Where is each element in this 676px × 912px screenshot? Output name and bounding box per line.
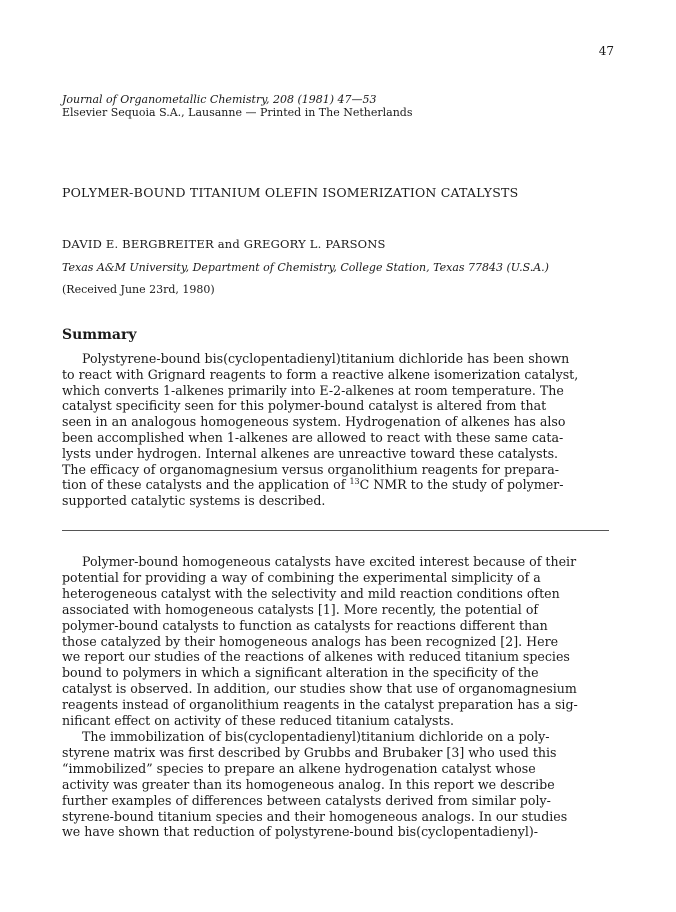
body-line: bound to polymers in which a significant alteration in the specificity of the	[62, 665, 539, 681]
journal-header	[62, 93, 412, 119]
summary-paragraph	[62, 351, 618, 509]
summary-line: Polystyrene-bound bis(cyclopentadienyl)titanium dichloride has been shown	[82, 351, 570, 366]
body-line: The immobilization of bis(cyclopentadienyl)titanium dichloride on a poly-	[82, 728, 550, 744]
summary-heading: Summary	[62, 327, 137, 343]
section-divider	[62, 530, 609, 531]
body-line: Polymer-bound homogeneous catalysts have excited interest because of their	[82, 554, 577, 569]
body-line: reagents instead of organolithium reagents in the catalyst preparation has a sig-	[62, 697, 578, 713]
summary-text: tion of these catalysts and the application of	[62, 477, 350, 493]
summary-line-nmr	[62, 477, 618, 493]
summary-line: which converts 1-alkenes primarily into E-2-alkenes at room temperature. The	[62, 382, 564, 398]
journal-citation: Journal of Organometallic Chemistry, 208 (1981) 47—53	[62, 93, 377, 106]
body-text	[62, 554, 618, 840]
body-line: potential for providing a way of combining the experimental simplicity of a	[62, 569, 541, 585]
body-line: we have shown that reduction of polystyrene-bound bis(cyclopentadienyl)-	[62, 824, 539, 840]
isotope-superscript: 13	[349, 477, 360, 487]
summary-line: been accomplished when 1-alkenes are allowed to react with these same cata-	[62, 429, 564, 445]
summary-line: seen in an analogous homogeneous system. Hydrogenation of alkenes has also	[62, 414, 566, 430]
body-line: activity was greater than its homogeneous analog. In this report we describe	[62, 776, 555, 792]
affiliation: Texas A&M University, Department of Chemistry, College Station, Texas 77843 (U.S.A.)	[62, 261, 549, 274]
summary-line: supported catalytic systems is described.	[62, 493, 326, 509]
body-line: further examples of differences between catalysts derived from similar poly-	[62, 792, 551, 808]
body-line: nificant effect on activity of these reduced titanium catalysts.	[62, 713, 455, 729]
page-number: 47	[598, 44, 614, 58]
body-line: styrene-bound titanium species and their homogeneous analogs. In our studies	[62, 808, 568, 824]
body-line: “immobilized” species to prepare an alkene hydrogenation catalyst whose	[62, 760, 536, 776]
summary-line: catalyst specificity seen for this polymer-bound catalyst is altered from that	[62, 398, 547, 414]
body-line: associated with homogeneous catalysts [1]. More recently, the potential of	[62, 601, 539, 617]
publisher-line: Elsevier Sequoia S.A., Lausanne — Printed in The Netherlands	[62, 106, 413, 119]
received-date: (Received June 23rd, 1980)	[62, 283, 215, 296]
body-line: those catalyzed by their homogeneous analogs has been recognized [2]. Here	[62, 633, 559, 649]
summary-text: C NMR to the study of polymer-	[359, 477, 564, 493]
body-line: styrene matrix was first described by Grubbs and Brubaker [3] who used this	[62, 744, 557, 760]
body-line: heterogeneous catalyst with the selectivity and mild reaction conditions often	[62, 585, 560, 601]
body-line: we report our studies of the reactions of alkenes with reduced titanium species	[62, 649, 570, 665]
summary-line: The efficacy of organomagnesium versus organolithium reagents for prepara-	[62, 461, 559, 477]
author-list: DAVID E. BERGBREITER and GREGORY L. PARSONS	[62, 237, 386, 251]
body-line: polymer-bound catalysts to function as catalysts for reactions different than	[62, 617, 548, 633]
summary-line: lysts under hydrogen. Internal alkenes are unreactive toward these catalysts.	[62, 445, 559, 461]
summary-line: to react with Grignard reagents to form a reactive alkene isomerization catalyst,	[62, 366, 579, 382]
body-line: catalyst is observed. In addition, our studies show that use of organomagnesium	[62, 681, 577, 697]
article-title: POLYMER-BOUND TITANIUM OLEFIN ISOMERIZATION CATALYSTS	[62, 185, 519, 200]
